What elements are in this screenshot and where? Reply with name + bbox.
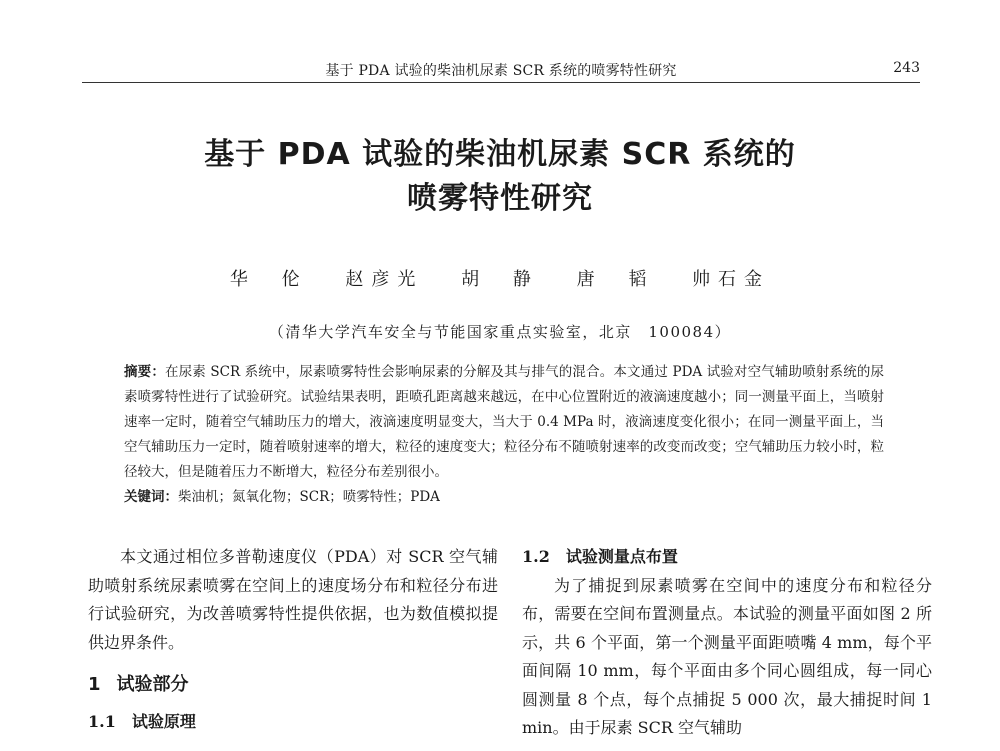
page-number: 243	[893, 60, 920, 76]
author-list	[0, 265, 1000, 291]
author: 华 伦	[229, 269, 308, 290]
keywords	[124, 485, 884, 510]
abstract	[124, 360, 884, 510]
subsection-heading-1-1	[88, 708, 498, 737]
paper-title	[0, 133, 1000, 221]
right-column	[522, 543, 932, 743]
section-number: 1	[88, 674, 101, 695]
running-header	[82, 58, 920, 83]
keywords-label: 关键词：	[124, 489, 178, 505]
subsection-title: 试验测量点布置	[565, 547, 678, 566]
left-column	[88, 543, 498, 736]
title-line-2: 喷雾特性研究	[407, 181, 593, 216]
section-heading-1	[88, 671, 498, 700]
intro-paragraph: 本文通过相位多普勒速度仪（PDA）对 SCR 空气辅助喷射系统尿素喷雾在空间上的速度场分布和粒径分布进行试验研究，为改善喷雾特性提供依据，也为数值模拟提供边界条件。	[88, 547, 498, 652]
abstract-text: 在尿素 SCR 系统中，尿素喷雾特性会影响尿素的分解及其与排气的混合。本文通过 PDA 试验对空气辅助喷射系统的尿素喷雾特性进行了试验研究。试验结果表明，距喷孔距离越来越远，在中心位置附近的液滴速度越小；同一测量平面上，当喷射速率一定时，随着空气辅助压力的增大，液滴速度明显变大，当大于 0.4 MPa 时，液滴速度变化很小；在同一测量平面上，当空气辅助压力一定时，随着喷射速率的增大，粒径的速度变大；粒径分布不随喷射速率的改变而改变；空气辅助压力较小时，粒径较大，但是随着压力不断增大，粒径分布差别很小。	[124, 364, 885, 480]
author: 胡 静	[461, 269, 539, 290]
author: 帅石金	[692, 269, 771, 290]
running-title: 基于 PDA 试验的柴油机尿素 SCR 系统的喷雾特性研究	[325, 63, 677, 79]
abstract-label: 摘要：	[124, 364, 165, 380]
author: 唐 韬	[576, 269, 655, 290]
title-line-1: 基于 PDA 试验的柴油机尿素 SCR 系统的	[204, 137, 796, 172]
affiliation: （清华大学汽车安全与节能国家重点实验室，北京 100084）	[268, 323, 732, 341]
subsection-heading-1-2	[522, 543, 932, 572]
subsection-number: 1.1	[88, 711, 116, 731]
subsection-title: 试验原理	[131, 711, 196, 731]
author: 赵彦光	[345, 269, 424, 290]
subsection-number: 1.2	[522, 547, 550, 566]
keywords-text: 柴油机；氮氧化物；SCR；喷雾特性；PDA	[178, 489, 440, 505]
section-title: 试验部分	[116, 674, 189, 695]
measurement-paragraph: 为了捕捉到尿素喷雾在空间中的速度分布和粒径分布，需要在空间布置测量点。本试验的测量平面如图 2 所示，共 6 个平面，第一个测量平面距喷嘴 4 mm，每个平面间隔 10 mm，每个平面由多个同心圆组成，每一同心圆测量 8 个点，每个点捕捉 5 000 次，最大捕捉时间 1 min。由于尿素 SCR 空气辅助	[522, 575, 932, 737]
abstract-body	[124, 360, 884, 485]
